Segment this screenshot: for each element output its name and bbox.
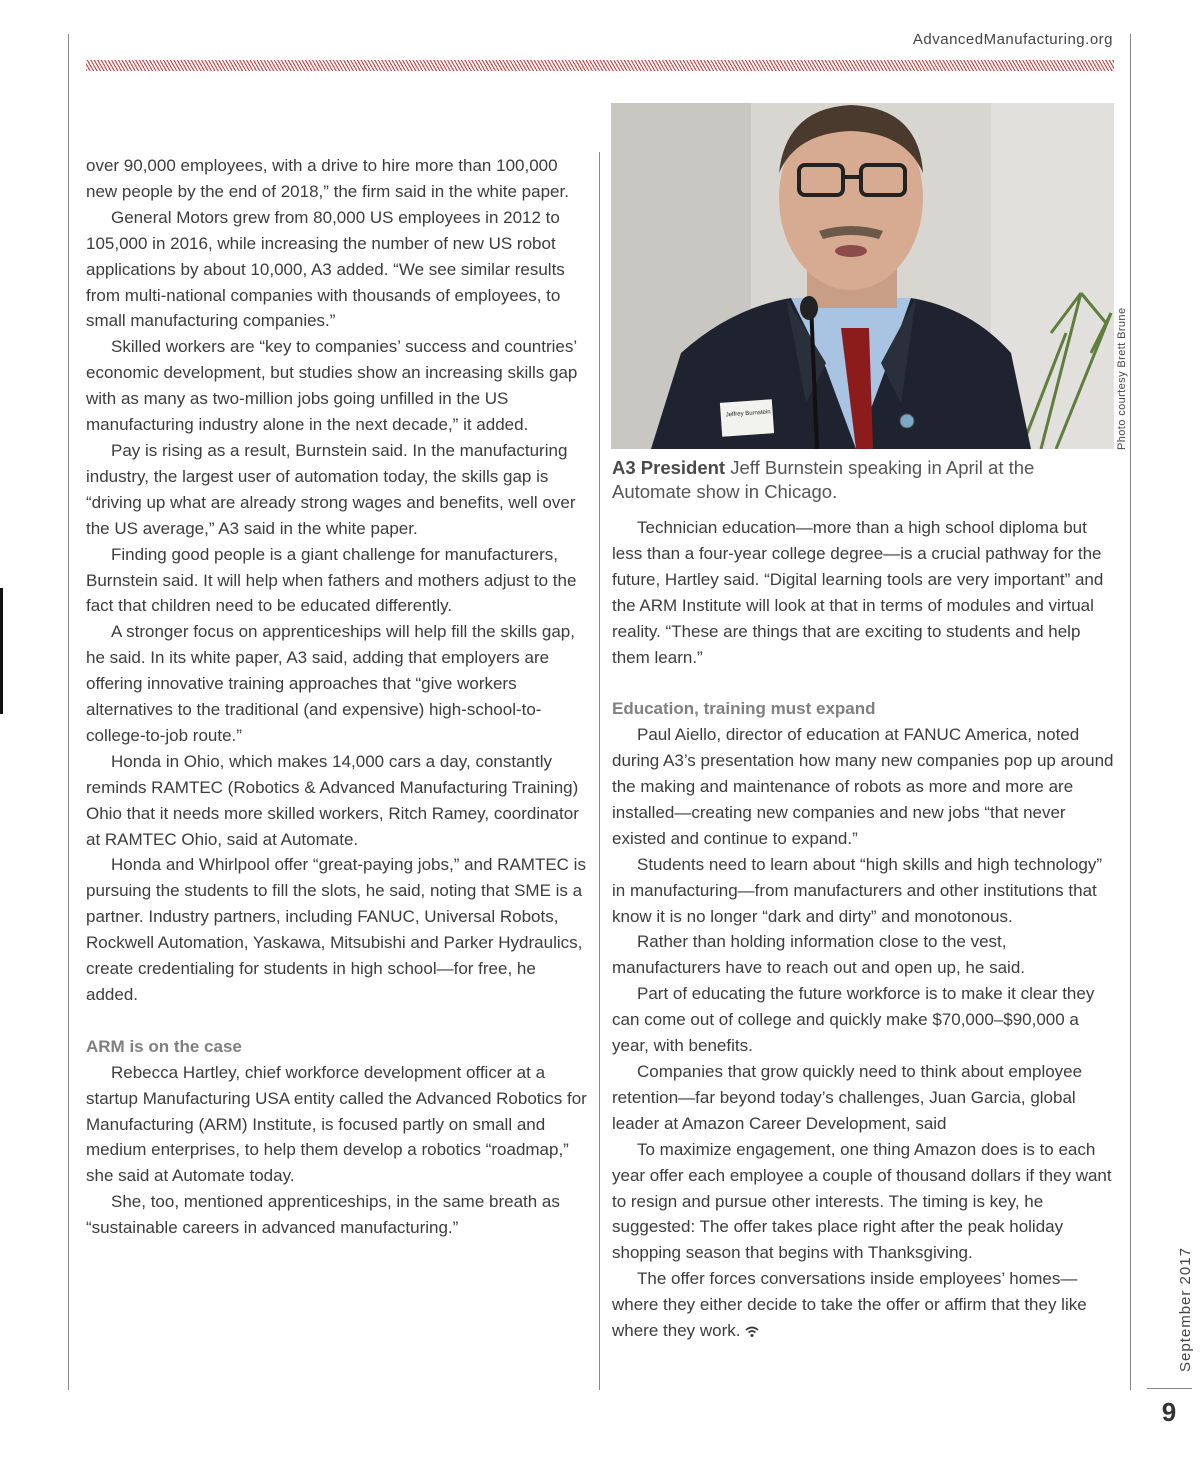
paragraph: Companies that grow quickly need to think about employee retention—far beyond today’s challenges, Juan Garcia, global leader at Amazon Career Development, said — [612, 1062, 1083, 1133]
left-column — [86, 153, 589, 1241]
edge-registration-mark — [0, 588, 3, 714]
badge-name: Jeffrey Burnstein — [725, 409, 771, 419]
paragraph: She, too, mentioned apprenticeships, in the same breath as “sustainable careers in advanced manufacturing.” — [86, 1192, 560, 1238]
caption-text: Jeff Burnstein speaking in April at the Automate show in Chicago. — [612, 457, 1035, 502]
paragraph: over 90,000 employees, with a drive to hire more than 100,000 new people by the end of 2018,” the firm said in the white paper. — [86, 156, 569, 201]
paragraph: General Motors grew from 80,000 US employees in 2012 to 105,000 in 2016, while increasing the number of new US robot applications by about 10,000, A3 added. “We see similar results from multi-national companies with thousands of employees, to small manufacturing companies.” — [86, 207, 565, 331]
header-hatch-band — [86, 60, 1114, 71]
paragraph: Paul Aiello, director of education at FANUC America, noted during A3’s presentation how many new companies pop up around the making and maintenance of robots as more and more are installed—creating new companies and new jobs “that never existed and continue to expand.” — [612, 725, 1114, 848]
caption-bold-lead: A3 President — [612, 457, 726, 478]
column-divider — [599, 152, 600, 1390]
site-url: AdvancedManufacturing.org — [912, 31, 1113, 48]
speaker-photo — [611, 103, 1114, 449]
paragraph: Rebecca Hartley, chief workforce development officer at a startup Manufacturing USA entity called the Advanced Robotics for Manufacturing (ARM) Institute, is focused partly on small and medium enterprises, to help them develop a robotics “roadmap,” she said at Automate today. — [86, 1062, 587, 1186]
paragraph: Pay is rising as a result, Burnstein said. In the manufacturing industry, the largest user of automation today, the skills gap is “driving up what are already strong wages and benefits, well over the US average,” A3 said in the white paper. — [86, 440, 576, 538]
paragraph: Honda and Whirlpool offer “great-paying jobs,” and RAMTEC is pursuing the students to fill the slots, he said, noting that SME is a partner. Industry partners, including FANUC, Universal Robots, Rockwell Automation, Yaskawa, Mitsubishi and Parker Hydraulics, create credentialing for students in high school—for free, he added. — [86, 855, 586, 1004]
final-paragraph-text: The offer forces conversations inside employees’ homes—where they either decide to take the offer or affirm that they like where they work. — [612, 1269, 1087, 1341]
paragraph: To maximize engagement, one thing Amazon does is to each year offer each employee a couple of thousand dollars if they want to resign and pursue other interests. The timing is key, he suggested: The offer takes place right after the peak holiday shopping season that begins with Thanksgiving. — [612, 1139, 1112, 1263]
page-number: 9 — [1161, 1397, 1177, 1427]
paragraph-final — [612, 1266, 1115, 1344]
photo-credit: Photo courtesy Brett Brune — [1116, 307, 1128, 450]
paragraph: Skilled workers are “key to companies’ success and countries’ economic development, but studies show an increasing skills gap with as many as two-million jobs going unfilled in the US manufacturing industry alone in the next decade,” it added. — [86, 337, 578, 435]
paragraph: Part of educating the future workforce is to make it clear they can come out of college and quickly make $70,000–$90,000 a year, with benefits. — [612, 984, 1095, 1056]
paragraph: Students need to learn about “high skills and high technology” in manufacturing—from manufacturers and other institutions that know it is no longer “dark and dirty” and monotonous. — [612, 854, 1102, 926]
right-margin-rule — [1130, 34, 1131, 1390]
subheading-arm: ARM is on the case — [86, 1036, 242, 1056]
page-number-rule — [1147, 1388, 1192, 1389]
paragraph: Technician education—more than a high school diploma but less than a four-year college degree—is a crucial pathway for the future, Hartley said. “Digital learning tools are very important” and the ARM Institute will look at that in terms of modules and virtual reality. “These are things that are exciting to students and help them learn.” — [612, 518, 1104, 667]
paragraph: Honda in Ohio, which makes 14,000 cars a day, constantly reminds RAMTEC (Robotics & Advanced Manufacturing Training) Ohio that it needs more skilled workers, Ritch Ramey, coordinator at RAMTEC Ohio, said at Automate. — [86, 751, 579, 849]
right-column — [612, 515, 1115, 1344]
paragraph: Rather than holding information close to the vest, manufacturers have to reach out and open up, he said. — [612, 932, 1025, 978]
issue-date: September 2017 — [1177, 1247, 1194, 1372]
left-margin-rule — [68, 34, 69, 1390]
paragraph: Finding good people is a giant challenge for manufacturers, Burnstein said. It will help when fathers and mothers adjust to the fact that children need to be educated differently. — [86, 544, 577, 616]
photo-caption — [612, 456, 1112, 503]
subheading-education: Education, training must expand — [612, 699, 876, 719]
paragraph: A stronger focus on apprenticeships will help fill the skills gap, he said. In its white paper, A3 said, adding that employers are offering innovative training approaches that “give workers alternatives to the traditional (and expensive) high-school-to-college-to-job route.” — [86, 622, 575, 745]
end-mark-icon — [745, 1326, 759, 1338]
